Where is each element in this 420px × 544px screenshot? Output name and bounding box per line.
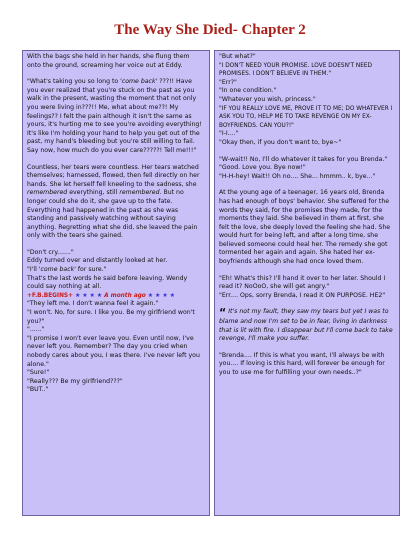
text: ' ???!! Have you ever realized that you're stuck on the past as you walk in the present, wasting the moment that not only you were living in???!! Me, what about me??! My feelings?? I felt the pain although it isn't the same as yours, it's hurting me to see you're avoiding everything! It's like I'm holding your hand to help you get out of the past, my hand's bleeding but you're still willing to fail. Say now, how much do you ever care?????! Tell me!!!" xyxy=(27,78,204,154)
quote-mark-icon: “ xyxy=(219,306,227,320)
star-icons: ★ ★ ★ ★ xyxy=(74,291,103,299)
star-icons: ★ ★ ★ ★ xyxy=(147,291,175,299)
paragraph: "Don't cry......." Eddy turned over and distantly looked at her. xyxy=(27,248,168,265)
paragraph: "Eh! What's this? I'll hand it over to her later. Should I read it? NoOoO, she will get angry." "Err.... Ops, sorry Brenda, I read it ON PURPOSE. HE2" xyxy=(219,274,386,299)
emphasis: come back xyxy=(121,78,156,86)
paragraph: "They left me. I don't wanna feel it again." "I won't. No, for sure. I like you. Be my girlfriend won't you?" "......" "I promise I won't ever leave you. Even until now, I've never left you. Remember? The day you cried when nobody cares about you, I was there. I've never left you alone." "Sure!" "Really??? Be my girlfriend???" "BUT.." xyxy=(27,300,200,394)
paragraph: That's the last words he said before leaving. Wendy could say nothing at all. xyxy=(27,274,190,291)
letter-quote xyxy=(219,308,395,343)
emphasis: remembered xyxy=(119,189,160,197)
paragraph: "Err?" "In one condition." "Whatever you wish, princess." xyxy=(219,78,316,103)
paragraph: "IF YOU REALLY LOVE ME, PROVE IT TO ME; DO WHATEVER I ASK YOU TO, HELP ME TO TAKE REVENGE ON MY EX-BOYFRIENDS. CAN YOU?!" xyxy=(219,105,395,129)
chapter-title: The Way She Died- Chapter 2 xyxy=(114,22,306,38)
paragraph: "Brenda.... If this is what you want, I'll always be with you.... If loving is this hard, will forever be enough for you to use me for fulfilling your own needs..?" xyxy=(219,351,387,376)
text: "I'll ' xyxy=(27,266,41,274)
paragraph: With the bags she held in her hands, she flung them onto the ground, screaming her voice out at Eddy. xyxy=(27,53,192,69)
paragraph: "I-I...." "Okay then, if you don't want to, bye~" xyxy=(219,130,342,146)
paragraph: "I DON'T NEED YOUR PROMISE. LOVE DOESN'T NEED PROMISES. I DON'T BELIEVE IN THEM." xyxy=(219,62,374,78)
text: . But no longer could she do it, she gave up to the fate. Everything had happened in the past as she was standing and passively watching without saying anything. Regretting what she did, she leaved the pain only with the tears she gained. xyxy=(27,189,200,240)
month-ago-label: A month ago xyxy=(104,292,146,299)
paragraph: "W-wait!! No, I'll do whatever it takes for you Brenda." "Good. Love you. Bye now!" "H-H-hey! Wait!! Oh no.... She... hmmm.. k, bye..." xyxy=(219,155,388,180)
quote-text: It's not my fault, they saw my tears but yet I was to blame and now I'm set to be in fear, living in darkness that is lit with fire. I disappear but I'll come back to take revenge, I'll make you suffer. xyxy=(219,308,395,343)
emphasis: come back xyxy=(40,266,75,274)
text: everything, still xyxy=(67,189,120,197)
paragraph: At the young age of a teenager, 16 years old, Brenda has had enough of boys' behavior. She suffered for the words they said, for the promises they made, for the moments they laid. She believed in them at first, she felt the love, she deeply loved the feeling she had. She would hurt for being left, and after a long time, she believed someone could heal her. The remedy she got tormented her again and again. She hated her ex-boyfriends although she had once loved them. xyxy=(219,189,393,266)
left-column xyxy=(22,50,210,516)
paragraph: "But what?" xyxy=(219,53,256,60)
text: "What's taking you so long to ' xyxy=(27,78,122,86)
paragraph xyxy=(27,164,205,241)
text: Countless, her tears were countless. Her tears watched themselves; harnessed, flowed, then fell directly on her hands. She let herself fell kneeling to the sadness, she xyxy=(27,163,202,188)
emphasis: remembered xyxy=(27,189,68,197)
flashback-marker xyxy=(27,292,205,301)
text: ' for sure." xyxy=(74,266,107,274)
paragraph xyxy=(27,266,205,275)
flashback-label: +F.B.BEGINS+ xyxy=(27,292,73,299)
right-column xyxy=(214,50,400,516)
paragraph xyxy=(27,78,205,155)
